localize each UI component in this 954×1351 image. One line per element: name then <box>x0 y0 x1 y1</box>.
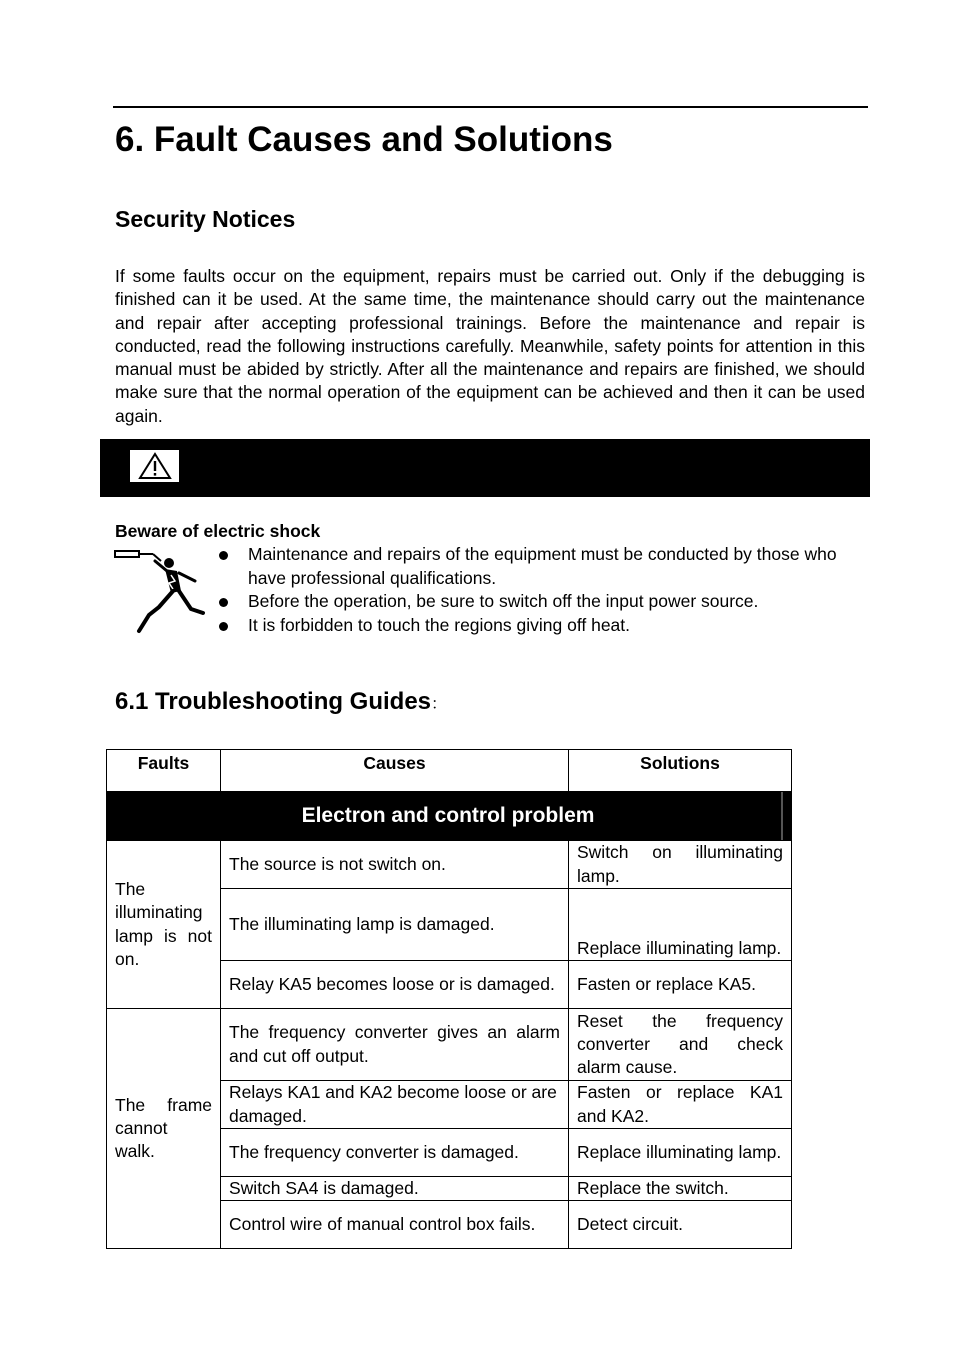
section-title: Electron and control problem <box>107 792 783 840</box>
shock-bullet-list <box>213 543 873 637</box>
solution-cell: Fasten or replace KA1 and KA2. <box>569 1081 792 1129</box>
table-header-row <box>107 750 792 792</box>
cause-cell: The frequency converter gives an alarm and cut off output. <box>221 1009 569 1081</box>
table-row <box>107 841 792 889</box>
electric-shock-title: Beware of electric shock <box>115 521 321 541</box>
solution-cell: Fasten or replace KA5. <box>569 961 792 1009</box>
table-row <box>107 1009 792 1081</box>
bullet-dot <box>219 551 228 560</box>
fault-cell: The frame cannot walk. <box>115 1094 212 1162</box>
cause-cell: Switch SA4 is damaged. <box>221 1177 569 1201</box>
bullet-dot <box>219 598 228 607</box>
header-causes: Causes <box>221 750 569 792</box>
list-item: Before the operation, be sure to switch off the input power source. <box>213 590 873 614</box>
header-solutions: Solutions <box>569 750 792 792</box>
cause-cell: Control wire of manual control box fails. <box>221 1201 569 1249</box>
security-heading: Security Notices <box>115 206 296 232</box>
section-row <box>107 792 792 841</box>
cause-cell: The frequency converter is damaged. <box>221 1129 569 1177</box>
bullet-dot <box>219 622 228 631</box>
page-title: 6. Fault Causes and Solutions <box>115 120 613 159</box>
solution-cell: Reset the frequency converter and check alarm cause. <box>569 1009 792 1081</box>
electric-shock-icon <box>113 547 208 637</box>
cause-cell: Relays KA1 and KA2 become loose or are damaged. <box>221 1081 569 1129</box>
intro-paragraph: If some faults occur on the equipment, repairs must be carried out. Only if the debugging is finished can it be used. At the same time, the maintenance should carry out the maintenance and repair after accepting professional trainings. Before the maintenance and repair is conducted, read the following instructions carefully. Meanwhile, safety points for attention in this manual must be abided by strictly. After all the maintenance and repairs are finished, we should make sure that the normal operation of the equipment can be achieved and then it can be used again. <box>115 266 865 426</box>
solution-cell: Replace illuminating lamp. <box>569 1129 792 1177</box>
cause-cell: The source is not switch on. <box>221 841 569 889</box>
list-item: Maintenance and repairs of the equipment must be conducted by those who have professional qualifications. <box>213 543 873 590</box>
warning-triangle-icon <box>130 450 179 482</box>
solution-cell: Replace the switch. <box>569 1177 792 1201</box>
solution-cell: Switch on illuminating lamp. <box>569 841 792 889</box>
fault-cell: The illuminating lamp is not on. <box>115 878 212 969</box>
header-faults: Faults <box>107 750 221 792</box>
cause-cell: Relay KA5 becomes loose or is damaged. <box>221 961 569 1009</box>
cause-cell: The illuminating lamp is damaged. <box>221 889 569 961</box>
top-rule <box>113 106 868 108</box>
solution-cell: Replace illuminating lamp. <box>569 889 792 961</box>
troubleshooting-heading: 6.1 Troubleshooting Guides： <box>115 688 448 715</box>
solution-cell: Detect circuit. <box>569 1201 792 1249</box>
list-item: It is forbidden to touch the regions giving off heat. <box>213 614 873 638</box>
troubleshooting-table <box>106 749 792 1249</box>
warning-bar <box>100 439 870 497</box>
